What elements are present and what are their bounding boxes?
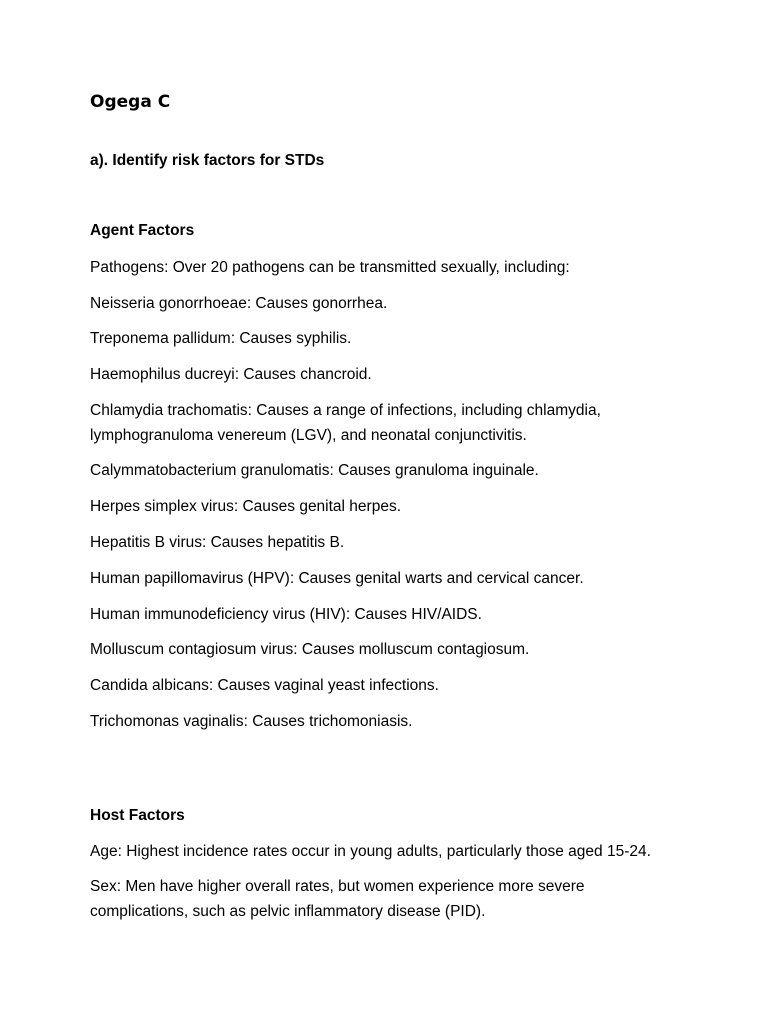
list-item: Treponema pallidum: Causes syphilis.	[90, 330, 352, 347]
list-item: Human immunodeficiency virus (HIV): Causes HIV/AIDS.	[90, 606, 482, 623]
list-item: Candida albicans: Causes vaginal yeast infections.	[90, 677, 439, 694]
list-item: Molluscum contagiosum virus: Causes molluscum contagiosum.	[90, 641, 530, 658]
list-item: Age: Highest incidence rates occur in young adults, particularly those aged 15-24.	[90, 843, 651, 860]
list-item: Herpes simplex virus: Causes genital herpes.	[90, 498, 401, 515]
agent-factors-heading: Agent Factors	[90, 222, 195, 239]
list-item: Hepatitis B virus: Causes hepatitis B.	[90, 534, 345, 551]
list-item: Trichomonas vaginalis: Causes trichomoniasis.	[90, 713, 413, 730]
list-item: Calymmatobacterium granulomatis: Causes granuloma inguinale.	[90, 462, 539, 479]
question-heading: a). Identify risk factors for STDs	[90, 152, 325, 169]
host-factors-heading: Host Factors	[90, 807, 185, 824]
list-item: Sex: Men have higher overall rates, but women experience more severe complications, such as pelvic inflammatory disease (PID).	[90, 878, 585, 920]
author-name: Ogega C	[90, 92, 171, 112]
list-item: Neisseria gonorrhoeae: Causes gonorrhea.	[90, 295, 388, 312]
list-item: Chlamydia trachomatis: Causes a range of infections, including chlamydia, lymphogranuloma venereum (LGV), and neonatal conjunctivitis.	[90, 402, 601, 444]
list-item: Human papillomavirus (HPV): Causes genital warts and cervical cancer.	[90, 570, 584, 587]
list-item: Haemophilus ducreyi: Causes chancroid.	[90, 366, 372, 383]
agent-factors-intro: Pathogens: Over 20 pathogens can be transmitted sexually, including:	[90, 259, 570, 276]
